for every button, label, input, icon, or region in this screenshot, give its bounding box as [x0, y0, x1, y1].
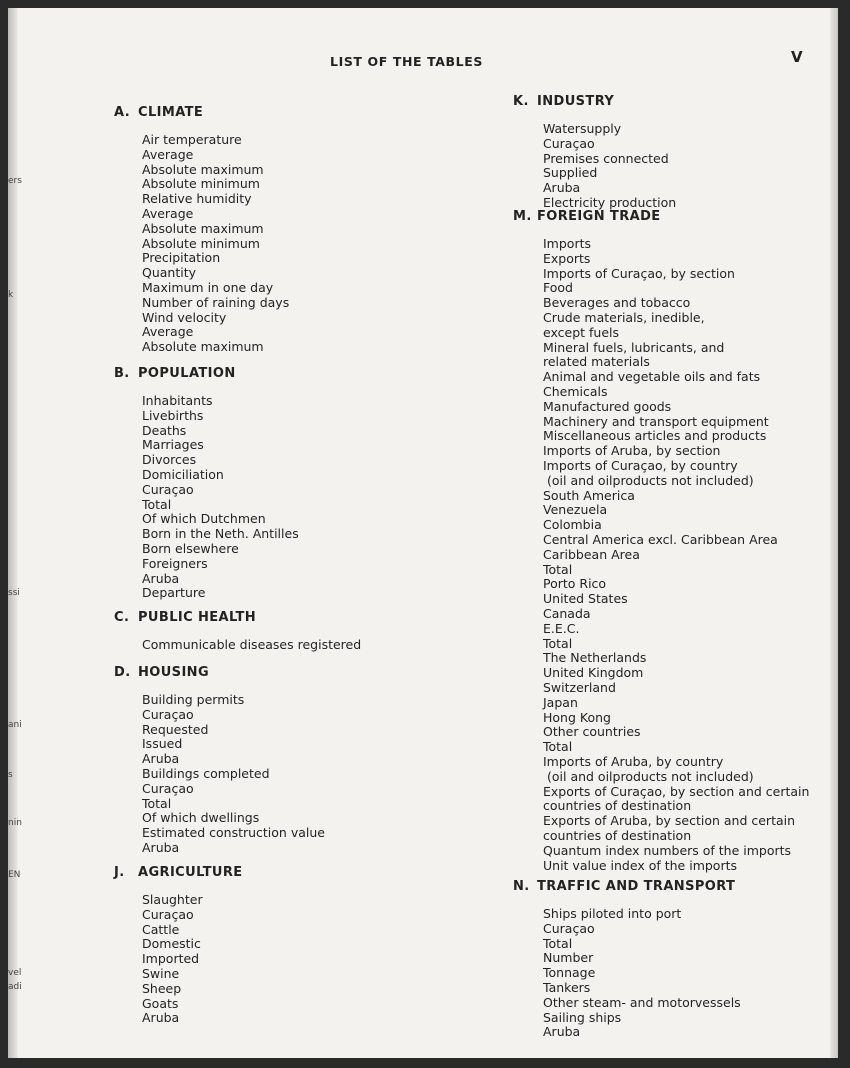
table-entry-label: Supplied — [543, 165, 598, 181]
table-entry-label: Other countries — [543, 724, 641, 740]
table-entry-label: Air temperature — [142, 132, 242, 147]
table-entry-label: Exports of Curaçao, by section and certain — [543, 783, 810, 799]
table-entry-label: Imports of Curaçao, by country — [543, 458, 738, 473]
table-entry-label: Deaths — [142, 422, 187, 438]
table-entry-label: Premises connected — [543, 150, 669, 166]
page-edge-shadow — [830, 8, 838, 1058]
table-entry-label: Sheep — [142, 980, 182, 996]
table-entry-label: Beverages and tobacco — [543, 295, 691, 311]
table-entry-label: Total — [543, 935, 573, 951]
section-title: PUBLIC HEALTH — [138, 610, 257, 625]
table-entry-continuation: related materials — [543, 354, 650, 370]
table-entry-label: Switzerland — [543, 680, 616, 695]
table-entry-label: The Netherlands — [543, 650, 647, 666]
table-entry-label: Imports — [543, 236, 591, 251]
table-entry-label: Unit value index of the imports — [543, 857, 738, 873]
table-entry-label: Number — [543, 950, 594, 966]
table-entry-label: United States — [543, 591, 628, 607]
document-page — [8, 8, 838, 1058]
table-entry-label: Curaçao — [543, 135, 595, 151]
table-entry-label: Sailing ships — [543, 1009, 622, 1025]
section-letter: B. — [114, 366, 130, 381]
table-entry-label: South America — [543, 487, 635, 503]
section-letter: C. — [114, 610, 130, 625]
section-heading — [513, 879, 735, 894]
section-title: POPULATION — [138, 366, 236, 381]
table-entry-label: Absolute maximum — [142, 220, 264, 236]
table-entry-label: Departure — [142, 585, 206, 601]
table-entry-label: Wind velocity — [142, 309, 227, 325]
table-entry-label: Japan — [543, 694, 578, 710]
table-entry-label: Aruba — [142, 570, 180, 586]
section-letter: K. — [513, 94, 529, 109]
table-entry-label: Born elsewhere — [142, 541, 239, 556]
table-entry-label: Tankers — [543, 980, 591, 995]
table-entry-label: Swine — [142, 966, 180, 981]
table-entry-label: Exports — [543, 250, 591, 266]
table-entry-continuation: countries of destination — [543, 798, 692, 814]
page-binding-shadow — [8, 8, 21, 1058]
table-entry-label: Inhabitants — [142, 393, 213, 408]
table-entry-label: Communicable diseases registered — [142, 637, 362, 652]
table-entry-continuation: countries of destination — [543, 828, 692, 843]
table-entry-label: Aruba — [543, 180, 581, 196]
table-entry-label: Miscellaneous articles and products — [543, 428, 767, 444]
table-entry-label: Buildings completed — [142, 766, 270, 781]
table-entry-label: Imports of Aruba, by country — [543, 754, 724, 769]
table-entry-label: Curaçao — [142, 780, 194, 796]
table-entry-label: Mineral fuels, lubricants, and — [543, 339, 725, 355]
table-entry-label: Issued — [142, 736, 183, 752]
margin-fragment: nin — [8, 818, 22, 828]
margin-fragment: k — [8, 290, 14, 300]
table-entry-label: Requested — [142, 721, 209, 737]
table-entry-label: Absolute maximum — [142, 339, 264, 355]
table-entry-label: Total — [142, 496, 172, 512]
section-letter: D. — [114, 665, 131, 680]
table-entry-label: Food — [543, 280, 573, 296]
table-entry-label: Crude materials, inedible, — [543, 310, 705, 325]
section-heading — [114, 665, 209, 680]
table-entry-label: Precipitation — [142, 250, 221, 266]
table-entry-label: Animal and vegetable oils and fats — [543, 369, 761, 385]
table-entry-label: Imported — [142, 951, 200, 967]
table-entry-label: Chemicals — [543, 384, 608, 399]
table-entry-label: Domiciliation — [142, 467, 224, 482]
table-entry-label: Absolute maximum — [142, 161, 264, 177]
table-entry-label: Average — [142, 324, 194, 340]
margin-fragment: adi — [8, 982, 22, 992]
table-entry-label: Curaçao — [142, 706, 194, 722]
table-entry-label: Aruba — [142, 1010, 180, 1026]
table-entry-label: Imports of Curaçao, by section — [543, 265, 735, 281]
table-entry-label: Slaughter — [142, 892, 203, 907]
section-letter: J. — [114, 865, 125, 880]
table-entry-label: Total — [543, 635, 573, 651]
table-entry-label: Canada — [543, 606, 591, 621]
table-entry-continuation: (oil and oilproducts not included) — [547, 768, 754, 784]
table-entry-label: Total — [543, 739, 573, 755]
table-entry-label: Tonnage — [543, 965, 596, 981]
section-letter: A. — [114, 105, 131, 120]
margin-fragment: ani — [8, 720, 22, 730]
table-entry-label: Total — [142, 795, 172, 811]
table-entry-label: Manufactured goods — [543, 398, 672, 414]
page-title: LIST OF THE TABLES — [330, 54, 483, 69]
table-entry-label: Central America excl. Caribbean Area — [543, 532, 778, 547]
table-entry-label: Colombia — [543, 517, 602, 533]
table-entry-label: Hong Kong — [543, 709, 611, 725]
table-entry-label: Electricity production — [543, 195, 677, 210]
table-entry-label: Caribbean Area — [543, 546, 640, 562]
table-entry-label: Quantity — [142, 265, 197, 281]
table-entry-label: Total — [543, 561, 573, 577]
section-title: INDUSTRY — [537, 94, 615, 109]
page-number: V — [791, 48, 803, 66]
table-entry-label: Curaçao — [142, 481, 194, 497]
table-entry-label: E.E.C. — [543, 620, 580, 636]
table-entry-label: Aruba — [142, 751, 180, 767]
table-entry-label: Divorces — [142, 452, 197, 468]
table-entry-label: Absolute minimum — [142, 235, 260, 251]
table-entry-label: Imports of Aruba, by section — [543, 443, 721, 459]
section-heading — [114, 105, 203, 120]
table-entry-continuation: except fuels — [543, 324, 620, 340]
table-entry-label: Building permits — [142, 692, 245, 707]
table-entry-label: Machinery and transport equipment — [543, 413, 769, 429]
table-entry-label: Maximum in one day — [142, 280, 274, 295]
table-entry-label: Livebirths — [142, 407, 204, 423]
table-entry-label: Foreigners — [142, 555, 208, 571]
table-entry-label: Ships piloted into port — [543, 906, 682, 921]
table-entry-label: Born in the Neth. Antilles — [142, 526, 299, 542]
table-entry-label: United Kingdom — [543, 665, 644, 681]
table-entry-label: Aruba — [543, 1024, 581, 1040]
section-title: CLIMATE — [138, 105, 204, 120]
table-entry-label: Average — [142, 206, 194, 221]
section-title: AGRICULTURE — [138, 865, 243, 880]
table-entry-label: Curaçao — [543, 920, 595, 936]
table-entry-label: Relative humidity — [142, 191, 252, 207]
table-entry-label: Goats — [142, 995, 179, 1011]
table-entry-label: Exports of Aruba, by section and certain — [543, 813, 796, 829]
margin-fragment: ers — [8, 176, 22, 186]
margin-fragment: ssi — [8, 588, 20, 598]
table-entry-label: Cattle — [142, 921, 180, 937]
section-heading — [114, 610, 256, 625]
section-heading — [114, 366, 236, 381]
section-heading — [513, 209, 661, 224]
table-entry-label: Porto Rico — [543, 576, 607, 592]
table-entry-label: Venezuela — [543, 502, 608, 518]
table-entry-label: Curaçao — [142, 906, 194, 922]
table-entry-label: Watersupply — [543, 121, 622, 136]
table-entry-label: Of which Dutchmen — [142, 511, 266, 527]
margin-fragment: EN — [8, 870, 21, 880]
section-heading — [513, 94, 614, 109]
section-letter: N. — [513, 879, 530, 894]
table-entry-label: Average — [142, 146, 194, 162]
table-entry-label: Number of raining days — [142, 294, 290, 310]
section-title: FOREIGN TRADE — [537, 209, 661, 224]
table-entry-label: Marriages — [142, 437, 204, 453]
section-title: HOUSING — [138, 665, 210, 680]
table-entry-label: Estimated construction value — [142, 825, 325, 841]
section-title: TRAFFIC AND TRANSPORT — [537, 879, 736, 894]
margin-fragment: s — [8, 770, 13, 780]
table-entry-label: Other steam- and motorvessels — [543, 994, 741, 1010]
table-entry-label: Absolute minimum — [142, 176, 260, 192]
table-entry-label: Quantum index numbers of the imports — [543, 842, 792, 858]
margin-fragment: vel — [8, 968, 22, 978]
table-entry-label: Aruba — [142, 840, 180, 855]
table-entry-continuation: (oil and oilproducts not included) — [547, 472, 754, 488]
section-heading — [114, 865, 243, 880]
section-letter: M. — [513, 209, 532, 224]
table-entry-label: Of which dwellings — [142, 810, 260, 826]
table-entry-label: Domestic — [142, 936, 201, 952]
